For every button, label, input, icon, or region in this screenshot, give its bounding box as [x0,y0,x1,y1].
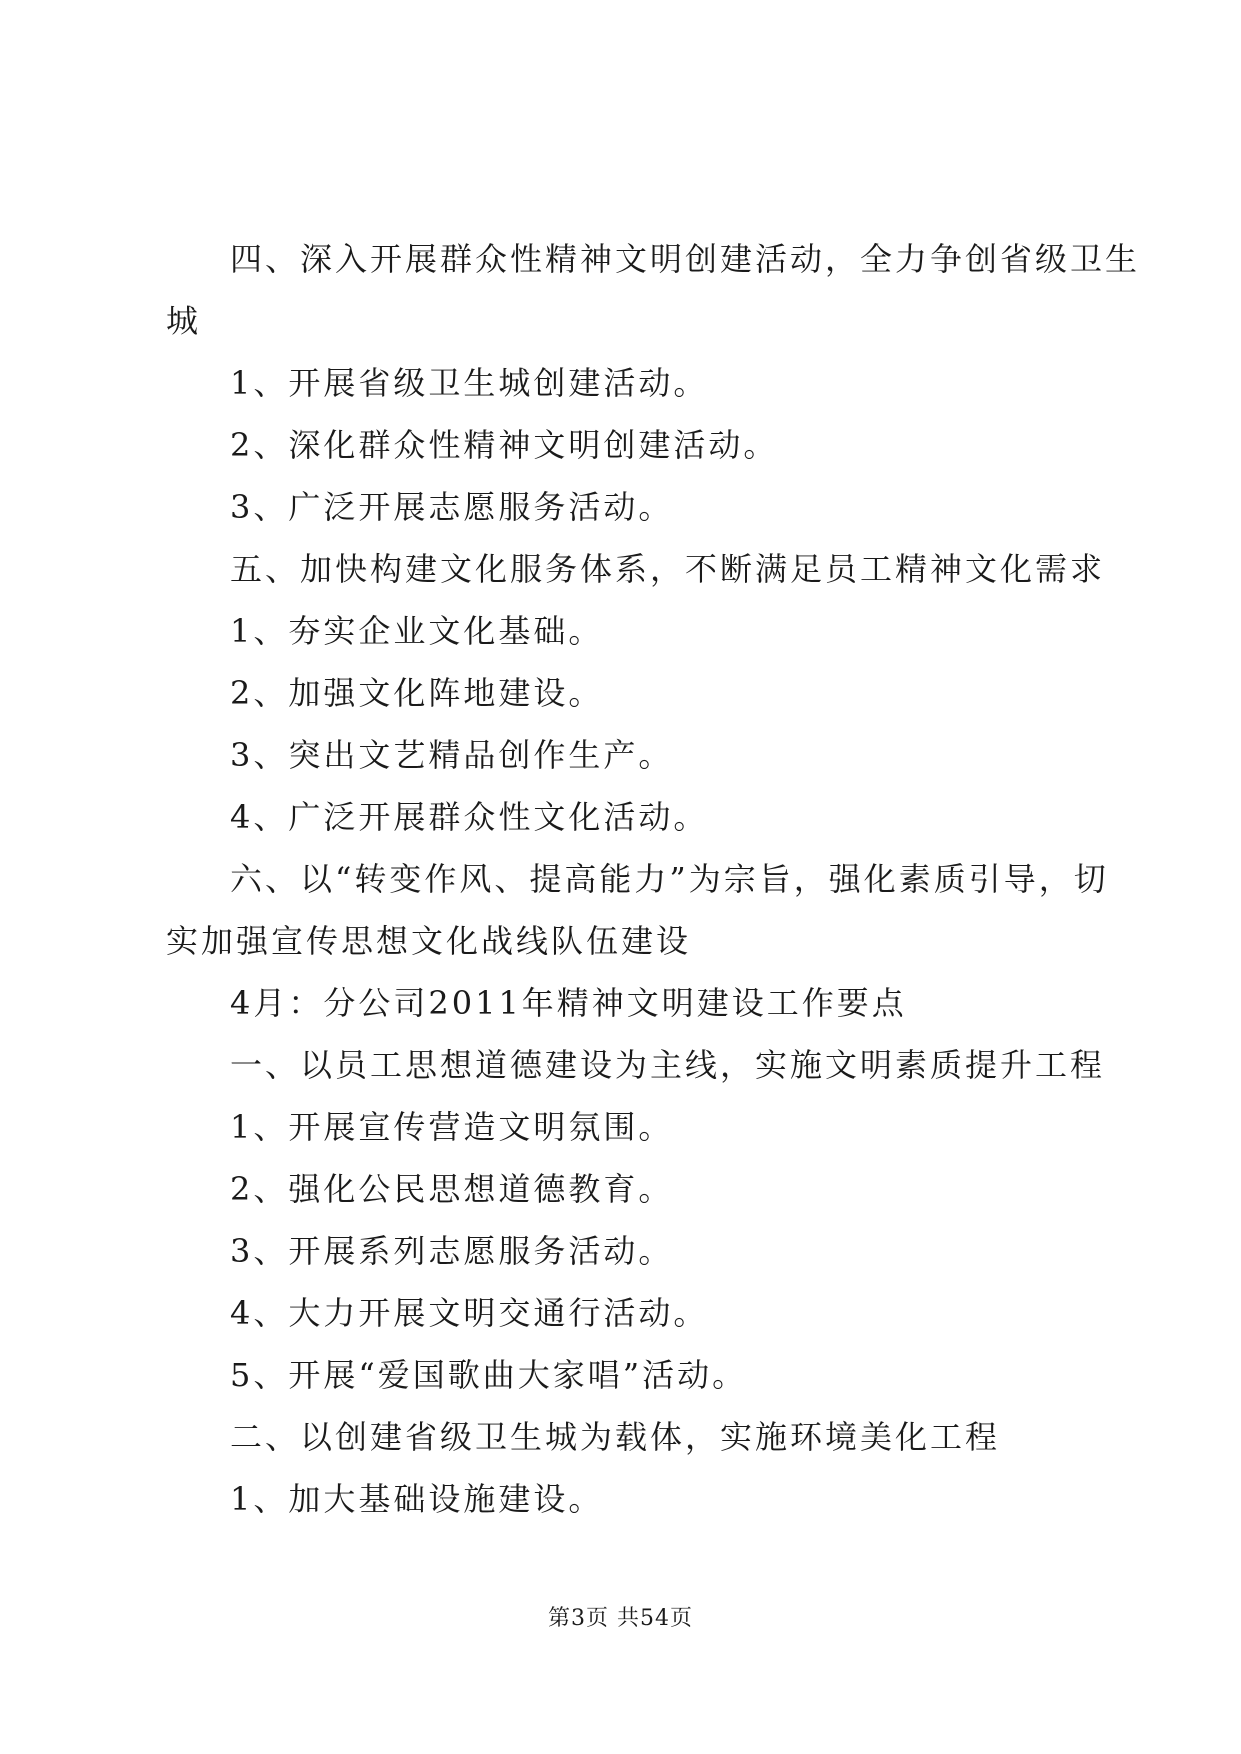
list-item: 1、开展宣传营造文明氛围。 [230,1108,674,1146]
list-item: 3、突出文艺精品创作生产。 [230,736,674,774]
list-item: 2、强化公民思想道德教育。 [230,1170,674,1208]
list-item: 5、开展“爱国歌曲大家唱”活动。 [230,1356,748,1394]
list-item: 2、加强文化阵地建设。 [230,674,604,712]
list-item: 3、开展系列志愿服务活动。 [230,1232,674,1270]
list-item: 1、加大基础设施建设。 [230,1480,604,1518]
section-heading-2: 二、以创建省级卫生城为载体，实施环境美化工程 [230,1418,1001,1456]
page-number-footer: 第3页 共54页 [548,1606,693,1631]
list-item: 1、开展省级卫生城创建活动。 [230,364,709,402]
section-heading-6-continued: 实加强宣传思想文化战线队伍建设 [166,922,692,960]
document-subtitle: 4月：分公司2011年精神文明建设工作要点 [230,984,907,1022]
section-heading-6: 六、以“转变作风、提高能力”为宗旨，强化素质引导，切 [230,860,1109,898]
list-item: 2、深化群众性精神文明创建活动。 [230,426,779,464]
list-item: 1、夯实企业文化基础。 [230,612,604,650]
list-item: 4、广泛开展群众性文化活动。 [230,798,709,836]
section-heading-4: 四、深入开展群众性精神文明创建活动，全力争创省级卫生 [230,240,1141,278]
list-item: 4、大力开展文明交通行活动。 [230,1294,709,1332]
section-heading-5: 五、加快构建文化服务体系，不断满足员工精神文化需求 [230,550,1106,588]
list-item: 3、广泛开展志愿服务活动。 [230,488,674,526]
section-heading-4-continued: 城 [166,302,202,340]
section-heading-1: 一、以员工思想道德建设为主线，实施文明素质提升工程 [230,1046,1106,1084]
document-body [166,228,1141,1530]
